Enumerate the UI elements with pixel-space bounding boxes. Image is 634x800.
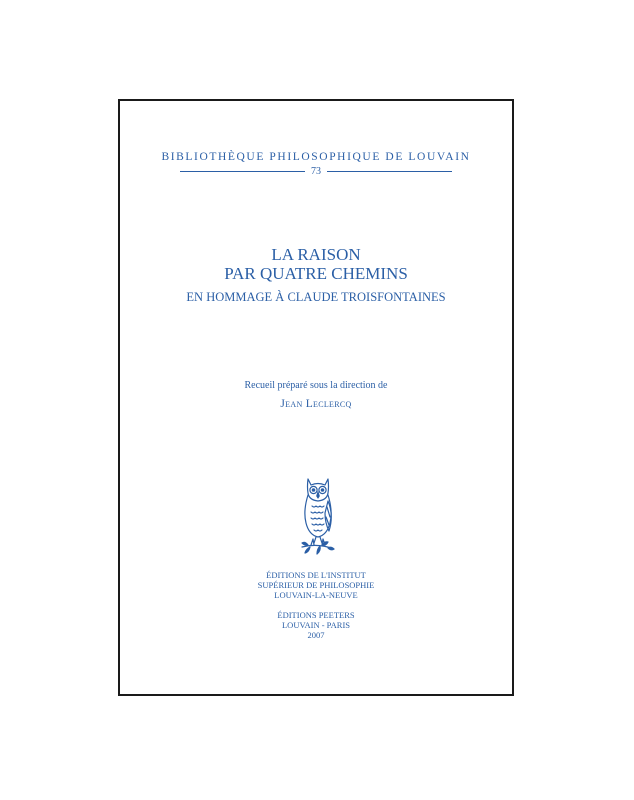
book-title-line-1: LA RAISON <box>271 245 361 264</box>
publisher-peeters <box>120 610 512 640</box>
editor-label: Recueil préparé sous la direction de <box>244 380 388 391</box>
book-subtitle: EN HOMMAGE À CLAUDE TROISFONTAINES <box>186 290 446 304</box>
publisher-institut-line-2: SUPÉRIEUR DE PHILOSOPHIE <box>257 580 375 590</box>
publisher-institut <box>120 570 512 600</box>
series-rule-right <box>327 171 452 172</box>
book-title <box>120 245 512 283</box>
series-title: BIBLIOTHÈQUE PHILOSOPHIQUE DE LOUVAIN <box>161 151 471 163</box>
series-number-row <box>180 164 452 178</box>
book-title-line-2: PAR QUATRE CHEMINS <box>224 264 408 283</box>
series-rule-left <box>180 171 305 172</box>
editor-name: Jean Leclercq <box>280 398 352 410</box>
book-cover <box>118 99 514 696</box>
publication-year: 2007 <box>307 630 325 640</box>
publisher-peeters-line-1: ÉDITIONS PEETERS <box>277 610 355 620</box>
publisher-peeters-line-2: LOUVAIN - PARIS <box>281 620 350 630</box>
publisher-institut-line-3: LOUVAIN-LA-NEUVE <box>274 590 358 600</box>
publisher-institut-line-1: ÉDITIONS DE L'INSTITUT <box>266 570 366 580</box>
owl-icon <box>298 473 338 559</box>
series-number: 73 <box>311 165 321 177</box>
